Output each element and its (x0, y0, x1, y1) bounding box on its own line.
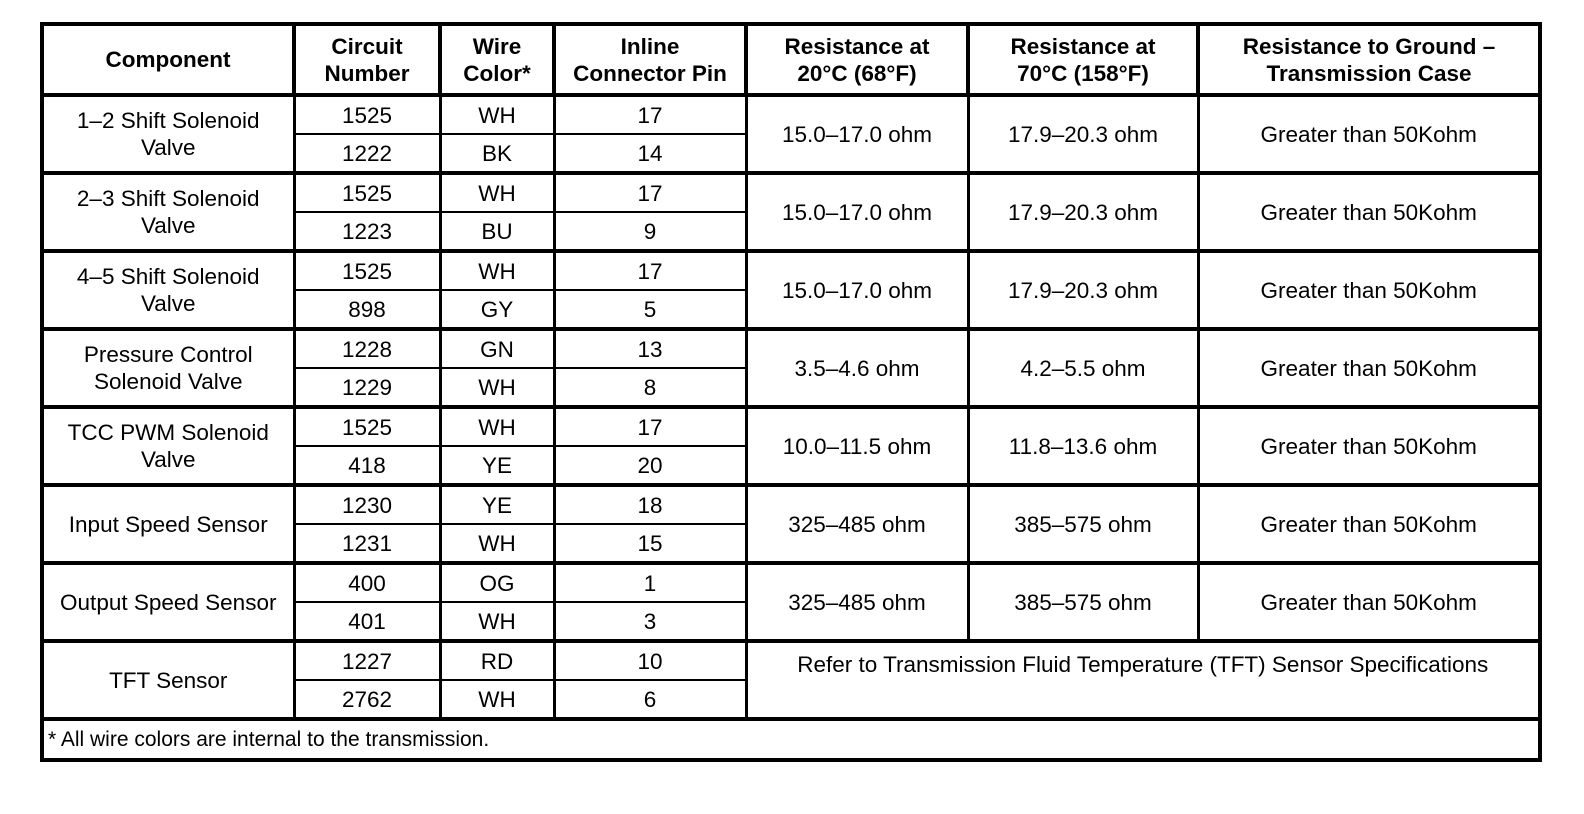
connector-pin: 18 (554, 485, 746, 524)
wire-color: WH (440, 95, 554, 134)
connector-pin: 9 (554, 212, 746, 251)
resistance-70c: 4.2–5.5 ohm (968, 329, 1198, 407)
circuit-number: 400 (294, 563, 440, 602)
resistance-to-ground: Greater than 50Kohm (1198, 563, 1540, 641)
header-row (42, 24, 1540, 95)
resistance-20c: 325–485 ohm (746, 485, 968, 563)
component-name: 1–2 Shift Solenoid Valve (42, 95, 294, 173)
wire-color: WH (440, 173, 554, 212)
wire-color: WH (440, 602, 554, 641)
circuit-number: 1525 (294, 407, 440, 446)
resistance-spec-table (40, 22, 1542, 762)
resistance-70c: 385–575 ohm (968, 563, 1198, 641)
header-resistance-70c: Resistance at 70°C (158°F) (968, 24, 1198, 95)
wire-color: BU (440, 212, 554, 251)
header-resistance-20c: Resistance at 20°C (68°F) (746, 24, 968, 95)
table-row (42, 407, 1540, 446)
header-resistance-to-ground: Resistance to Ground – Transmission Case (1198, 24, 1540, 95)
wire-color: YE (440, 485, 554, 524)
header-circuit-number: Circuit Number (294, 24, 440, 95)
circuit-number: 2762 (294, 680, 440, 719)
circuit-number: 1228 (294, 329, 440, 368)
header-wire-color: Wire Color* (440, 24, 554, 95)
wire-color: OG (440, 563, 554, 602)
connector-pin: 8 (554, 368, 746, 407)
component-name: Pressure Control Solenoid Valve (42, 329, 294, 407)
circuit-number: 1525 (294, 251, 440, 290)
circuit-number: 401 (294, 602, 440, 641)
resistance-20c: 3.5–4.6 ohm (746, 329, 968, 407)
wire-color: GN (440, 329, 554, 368)
table-header (42, 24, 1540, 95)
component-name: Input Speed Sensor (42, 485, 294, 563)
resistance-to-ground: Greater than 50Kohm (1198, 173, 1540, 251)
wire-color: WH (440, 524, 554, 563)
circuit-number: 1223 (294, 212, 440, 251)
resistance-20c: 15.0–17.0 ohm (746, 251, 968, 329)
connector-pin: 20 (554, 446, 746, 485)
table-row (42, 251, 1540, 290)
resistance-20c: 325–485 ohm (746, 563, 968, 641)
circuit-number: 1229 (294, 368, 440, 407)
table-body (42, 95, 1540, 719)
circuit-number: 1222 (294, 134, 440, 173)
circuit-number: 1525 (294, 95, 440, 134)
resistance-20c: 10.0–11.5 ohm (746, 407, 968, 485)
table-footer (42, 719, 1540, 760)
table-row (42, 329, 1540, 368)
connector-pin: 17 (554, 173, 746, 212)
circuit-number: 418 (294, 446, 440, 485)
circuit-number: 1227 (294, 641, 440, 680)
connector-pin: 3 (554, 602, 746, 641)
circuit-number: 1230 (294, 485, 440, 524)
wire-color: RD (440, 641, 554, 680)
resistance-70c: 17.9–20.3 ohm (968, 251, 1198, 329)
connector-pin: 17 (554, 251, 746, 290)
spec-note: Refer to Transmission Fluid Temperature (TFT) Sensor Specifications (746, 641, 1540, 719)
connector-pin: 1 (554, 563, 746, 602)
resistance-to-ground: Greater than 50Kohm (1198, 485, 1540, 563)
resistance-70c: 385–575 ohm (968, 485, 1198, 563)
wire-color: YE (440, 446, 554, 485)
table-row (42, 563, 1540, 602)
component-name: TFT Sensor (42, 641, 294, 719)
header-component: Component (42, 24, 294, 95)
connector-pin: 15 (554, 524, 746, 563)
resistance-to-ground: Greater than 50Kohm (1198, 95, 1540, 173)
circuit-number: 1231 (294, 524, 440, 563)
circuit-number: 898 (294, 290, 440, 329)
wire-color: BK (440, 134, 554, 173)
connector-pin: 10 (554, 641, 746, 680)
footnote-row (42, 719, 1540, 760)
component-name: TCC PWM Solenoid Valve (42, 407, 294, 485)
resistance-to-ground: Greater than 50Kohm (1198, 251, 1540, 329)
component-name: 4–5 Shift Solenoid Valve (42, 251, 294, 329)
table-row (42, 641, 1540, 680)
footnote: * All wire colors are internal to the transmission. (42, 719, 1540, 760)
wire-color: WH (440, 407, 554, 446)
connector-pin: 17 (554, 407, 746, 446)
wire-color: WH (440, 680, 554, 719)
wire-color: WH (440, 368, 554, 407)
connector-pin: 14 (554, 134, 746, 173)
resistance-70c: 17.9–20.3 ohm (968, 95, 1198, 173)
resistance-70c: 17.9–20.3 ohm (968, 173, 1198, 251)
resistance-to-ground: Greater than 50Kohm (1198, 407, 1540, 485)
connector-pin: 6 (554, 680, 746, 719)
table-row (42, 173, 1540, 212)
circuit-number: 1525 (294, 173, 440, 212)
resistance-70c: 11.8–13.6 ohm (968, 407, 1198, 485)
component-name: Output Speed Sensor (42, 563, 294, 641)
connector-pin: 5 (554, 290, 746, 329)
connector-pin: 13 (554, 329, 746, 368)
table-row (42, 95, 1540, 134)
wire-color: WH (440, 251, 554, 290)
component-name: 2–3 Shift Solenoid Valve (42, 173, 294, 251)
resistance-20c: 15.0–17.0 ohm (746, 173, 968, 251)
connector-pin: 17 (554, 95, 746, 134)
header-inline-connector-pin: Inline Connector Pin (554, 24, 746, 95)
table-row (42, 485, 1540, 524)
resistance-20c: 15.0–17.0 ohm (746, 95, 968, 173)
wire-color: GY (440, 290, 554, 329)
resistance-to-ground: Greater than 50Kohm (1198, 329, 1540, 407)
